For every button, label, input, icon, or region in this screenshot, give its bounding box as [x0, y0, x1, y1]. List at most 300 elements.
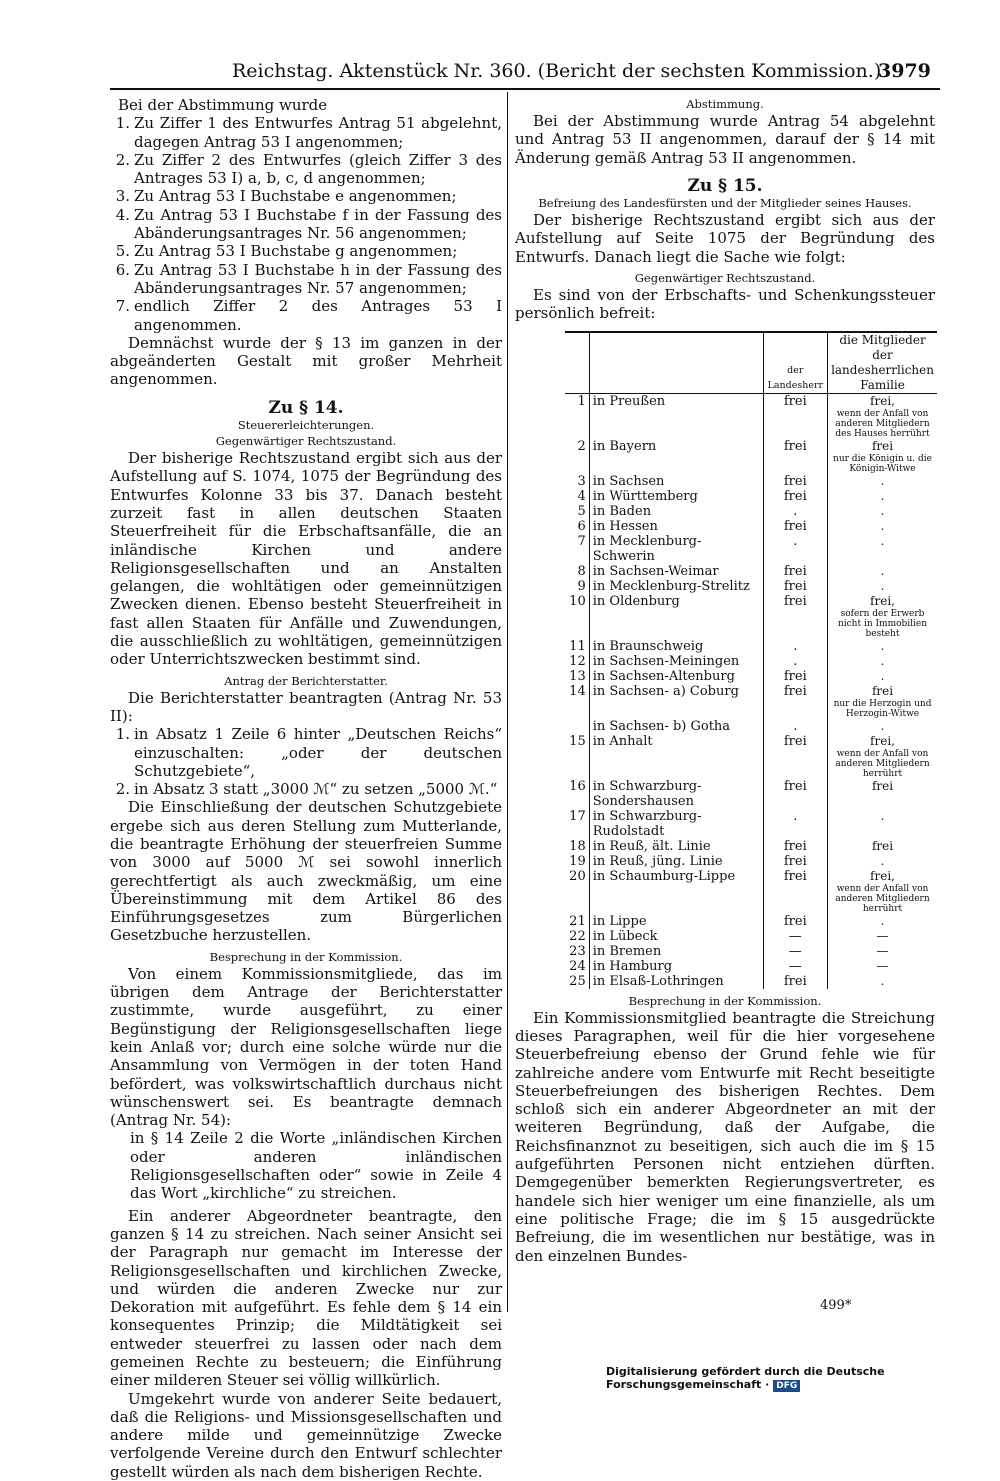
state-name [589, 974, 763, 989]
landesherr-status-text: frei [783, 578, 807, 594]
row-number [565, 639, 589, 654]
col-head-landesherr: der Landesherr [763, 332, 828, 394]
row-number [565, 974, 589, 989]
familie-status-text: . [880, 718, 885, 733]
landesherr-status [763, 854, 828, 869]
row-number-text: 21 [569, 913, 586, 929]
list-item [110, 297, 502, 334]
landesherr-status [763, 914, 828, 929]
landesherr-status [763, 654, 828, 669]
paragraph: Umgekehrt wurde von anderer Seite bedauert, daß die Religions- und Missionsgesellschaften und andere milde und gemeinnützige Zwecke verfolgende Vereine durch den Entwurf schlechter gestellt würden als nach dem bisherigen Rechte. [110, 1389, 502, 1481]
familie-status-text: frei [871, 683, 894, 698]
table-row [565, 439, 937, 474]
landesherr-status-text: . [793, 718, 798, 734]
table-row [565, 669, 937, 684]
section-heading-14: Zu § 14. [268, 397, 344, 418]
row-number-text: 7 [577, 533, 586, 549]
paragraph: Ein Kommissionsmitglied beantragte die Streichung dieses Paragraphen, weil für die hier vorgesehene Steuerbefreiung ebenso der Grund fehle wie für zahlreiche andere vom Entwurfe mit Recht beseitigte Steuerbefreiungen des bisherigen Rechtes. Dem schloß sich ein anderer Abgeordneter an mit der weiteren Begründung, daß der Aufgabe, die Reichsfinanznot zu beseitigen, sich auch die im § 15 aufgeführten Personen nicht entziehen dürften. Demgegenüber bemerkten Regierungsvertreter, es handele sich hier weniger um eine finanzielle, als um eine politische Frage; die im § 15 ausgedrückte Befreiung, die im wesentlichen nur bestätige, was in den einzelnen Bundes- [515, 1008, 935, 1265]
state-name [589, 579, 763, 594]
state-name-text: in Hessen [592, 518, 658, 534]
table-row [565, 944, 937, 959]
vote-list [110, 114, 502, 334]
state-name-text: in Reuß, ält. Linie [592, 838, 711, 854]
landesherr-status [763, 684, 828, 719]
state-name [589, 474, 763, 489]
row-number [565, 944, 589, 959]
row-number-text: 24 [569, 958, 586, 974]
state-name-text: in Lübeck [592, 928, 658, 944]
state-name-text: in Württemberg [592, 488, 698, 504]
table-row [565, 929, 937, 944]
row-number [565, 439, 589, 474]
landesherr-status [763, 839, 828, 854]
item-text: Zu Antrag 53 I Buchstabe f in der Fassung des Abänderungsantrages Nr. 56 angenommen; [134, 205, 502, 243]
familie-status [828, 734, 937, 779]
row-number-text: 20 [569, 868, 586, 884]
exemption-table [565, 331, 937, 989]
row-number [565, 669, 589, 684]
row-number [565, 594, 589, 639]
right-column [515, 96, 935, 1265]
state-name [589, 734, 763, 779]
list-item [110, 261, 502, 298]
table-row [565, 474, 937, 489]
item-number: 2. [115, 780, 130, 799]
state-name [589, 654, 763, 669]
row-number-text: 10 [569, 593, 586, 609]
list-item [110, 206, 502, 243]
item-number: 4. [115, 205, 130, 224]
familie-status [828, 929, 937, 944]
row-number [565, 959, 589, 974]
paragraph: Bei der Abstimmung wurde Antrag 54 abgelehnt und Antrag 53 II angenommen, darauf der § 14 mit Änderung gemäß Antrag 53 II angenommen. [515, 112, 935, 167]
row-number-text: 4 [577, 488, 586, 504]
row-number-text: 15 [569, 733, 586, 749]
state-name [589, 534, 763, 564]
familie-status [828, 719, 937, 734]
quote: in § 14 Zeile 2 die Worte „inländischen Kirchen oder anderen inländischen Religionsgesellschaften oder“ sowie in Zeile 4 das Wort „kirchliche“ zu streichen. [130, 1129, 502, 1203]
table-row [565, 639, 937, 654]
paragraph: Der bisherige Rechtszustand ergibt sich aus der Aufstellung auf S. 1074, 1075 der Begründung des Entwurfes Kolonne 33 bis 37. Danach besteht zurzeit fast in allen deutschen Staaten Steuerfreiheit für die Erbschaftsanfälle, die an inländische Kirchen und andere Religionsgesellschaften und an Anstalten gelangen, die wohltätigen oder gemeinnützigen Zwecken dienen. Ebenso besteht Steuerfreiheit in fast allen Staaten für Anfälle und Zuwendungen, die ausschließlich zu wohltätigen, gemeinnützigen oder Unterrichtszwecken bestimmt sind. [110, 449, 502, 669]
subheading: Besprechung in der Kommission. [209, 949, 403, 964]
row-number-text: 25 [569, 973, 586, 989]
familie-status [828, 809, 937, 839]
state-name [589, 594, 763, 639]
paragraph: Von einem Kommissionsmitgliede, das im übrigen dem Antrage der Berichterstatter zustimmte, wurde ausgeführt, zu einer Begünstigung der Religionsgesellschaften liege kein Anlaß vor; durch eine solche würde nur die Ansammlung von Vermögen in der toten Hand befördert, was volkswirtschaftlich durchaus nicht wünschenswert sei. Es beantragte demnach (Antrag Nr. 54): [110, 964, 502, 1130]
landesherr-status [763, 734, 828, 779]
familie-status [828, 684, 937, 719]
familie-status [828, 639, 937, 654]
familie-status-text: . [880, 653, 885, 668]
state-name-text: in Sachsen [592, 473, 665, 489]
row-number-text: 2 [577, 438, 586, 454]
landesherr-status-text: frei [783, 518, 807, 534]
row-number [565, 779, 589, 809]
familie-status-text: . [880, 638, 885, 653]
table-row [565, 809, 937, 839]
table-row [565, 869, 937, 914]
state-name-text: in Preußen [592, 393, 666, 409]
familie-status [828, 474, 937, 489]
item-number: 1. [115, 725, 130, 744]
familie-status-text: . [880, 578, 885, 593]
familie-status [828, 504, 937, 519]
familie-status-text: . [880, 668, 885, 683]
familie-status [828, 869, 937, 914]
row-number-text: 18 [569, 838, 586, 854]
table-row [565, 654, 937, 669]
subheading: Gegenwärtiger Rechtszustand. [634, 271, 816, 286]
row-number [565, 474, 589, 489]
row-number-text: 8 [577, 563, 586, 579]
state-name-text: in Sachsen- b) Gotha [592, 718, 731, 734]
landesherr-status-text: . [793, 533, 798, 549]
item-number: 7. [115, 297, 130, 316]
item-text: Zu Antrag 53 I Buchstabe h in der Fassung des Abänderungsantrages Nr. 57 angenommen; [134, 260, 502, 297]
state-name [589, 779, 763, 809]
familie-status-text: frei [871, 838, 894, 853]
subheading: Besprechung in der Kommission. [628, 993, 822, 1008]
familie-status [828, 594, 937, 639]
state-name [589, 519, 763, 534]
landesherr-status-text: frei [783, 868, 807, 884]
list-item [110, 114, 502, 151]
state-name [589, 719, 763, 734]
table-row [565, 594, 937, 639]
familie-status [828, 944, 937, 959]
familie-status [828, 393, 937, 439]
landesherr-status-text: frei [783, 683, 807, 699]
state-name-text: in Sachsen-Weimar [592, 563, 719, 579]
row-number [565, 564, 589, 579]
landesherr-status [763, 579, 828, 594]
header-rule [110, 88, 940, 90]
item-text: Zu Ziffer 1 des Entwurfes Antrag 51 abgelehnt, dagegen Antrag 53 I angenommen; [134, 114, 502, 151]
state-name-text: in Mecklenburg-Schwerin [592, 533, 702, 564]
landesherr-status [763, 504, 828, 519]
familie-status-text: . [880, 853, 885, 868]
familie-status-text: frei, [870, 733, 895, 748]
row-number [565, 654, 589, 669]
list-item [110, 780, 502, 798]
familie-status-text: — [876, 928, 889, 943]
landesherr-status [763, 474, 828, 489]
landesherr-status-text: frei [783, 838, 807, 854]
row-number [565, 839, 589, 854]
row-number-text: 5 [577, 503, 586, 519]
column-divider [507, 92, 508, 1312]
landesherr-status [763, 534, 828, 564]
landesherr-status-text: frei [783, 488, 807, 504]
state-name-text: in Sachsen- a) Coburg [592, 683, 739, 699]
running-title: Reichstag. Aktenstück Nr. 360. (Bericht der sechsten Kommission.) [232, 60, 882, 82]
state-name [589, 959, 763, 974]
familie-status [828, 854, 937, 869]
state-name-text: in Schwarzburg-Rudolstadt [592, 808, 702, 839]
state-name [589, 684, 763, 719]
familie-status [828, 489, 937, 504]
row-number [565, 734, 589, 779]
landesherr-status [763, 779, 828, 809]
landesherr-status-text: frei [783, 733, 807, 749]
state-name-text: in Bremen [592, 943, 662, 959]
table-row [565, 839, 937, 854]
state-name [589, 869, 763, 914]
landesherr-status-text: . [793, 503, 798, 519]
state-name [589, 944, 763, 959]
state-name [589, 504, 763, 519]
landesherr-status [763, 959, 828, 974]
state-name [589, 393, 763, 439]
state-name-text: in Elsaß-Lothringen [592, 973, 724, 989]
family-note: nur die Königin u. die Königin-Witwe [833, 453, 932, 474]
subheading: Antrag der Berichterstatter. [224, 673, 388, 688]
landesherr-status-text: frei [783, 563, 807, 579]
landesherr-status-text: frei [783, 393, 807, 409]
item-number: 1. [115, 114, 130, 133]
landesherr-status-text: — [788, 928, 802, 944]
row-number [565, 579, 589, 594]
row-number [565, 719, 589, 734]
familie-status [828, 914, 937, 929]
paragraph: Die Berichterstatter beantragten (Antrag Nr. 53 II): [110, 688, 502, 725]
familie-status-text: frei, [870, 868, 895, 883]
landesherr-status-text: . [793, 638, 798, 654]
landesherr-status [763, 594, 828, 639]
row-number-text: 22 [569, 928, 586, 944]
landesherr-status [763, 564, 828, 579]
list-item [110, 242, 502, 260]
landesherr-status [763, 869, 828, 914]
table-row [565, 974, 937, 989]
paragraph: Ein anderer Abgeordneter beantragte, den ganzen § 14 zu streichen. Nach seiner Ansicht sei der Paragraph nur gemacht im Interesse der Religionsgesellschaften und kirchlichen Zwecke, und würden die anderen Zwecke nur zur Dekoration mit aufgeführt. Es fehle dem § 14 ein konsequentes Prinzip; die Mildtätigkeit sei entweder steuerfrei zu lassen oder nach dem gemeinen Rechte zu besteuern; die Einführung einer milderen Steuer sei völlig willkürlich. [110, 1206, 502, 1390]
familie-status [828, 439, 937, 474]
state-name-text: in Anhalt [592, 733, 653, 749]
landesherr-status [763, 519, 828, 534]
row-number-text: 6 [577, 518, 586, 534]
table-row [565, 684, 937, 719]
state-name-text: in Mecklenburg-Strelitz [592, 578, 750, 594]
list-item [110, 151, 502, 188]
row-number-text: 1 [577, 393, 586, 409]
family-note: wenn der Anfall von anderen Mitgliedern herrührt [835, 883, 930, 914]
row-number [565, 504, 589, 519]
familie-status [828, 669, 937, 684]
landesherr-status [763, 639, 828, 654]
landesherr-status-text: . [793, 808, 798, 824]
state-name-text: in Schwarzburg-Sondershausen [592, 778, 702, 809]
landesherr-status-text: frei [783, 668, 807, 684]
landesherr-status [763, 944, 828, 959]
table-header [565, 332, 937, 394]
vote-intro: Bei der Abstimmung wurde [118, 96, 328, 114]
familie-status [828, 839, 937, 854]
col-head-familie: die Mitglieder der landesherrlichen Familie [828, 332, 937, 394]
table-row [565, 734, 937, 779]
row-number [565, 393, 589, 439]
landesherr-status-text: frei [783, 973, 807, 989]
list-item [110, 187, 502, 205]
state-name-text: in Baden [592, 503, 652, 519]
familie-status-text: — [876, 958, 889, 973]
familie-status-text: . [880, 808, 885, 823]
state-name-text: in Sachsen-Altenburg [592, 668, 735, 684]
row-number-text: 23 [569, 943, 586, 959]
row-number [565, 534, 589, 564]
table-row [565, 579, 937, 594]
paragraph: Demnächst wurde der § 13 im ganzen in der abgeänderten Gestalt mit großer Mehrheit angenommen. [110, 333, 502, 389]
state-name [589, 564, 763, 579]
familie-status [828, 519, 937, 534]
landesherr-status [763, 439, 828, 474]
family-note: nur die Herzogin und Herzogin-Witwe [833, 698, 932, 719]
familie-status [828, 654, 937, 669]
familie-status-text: . [880, 533, 885, 548]
familie-status [828, 974, 937, 989]
table-row [565, 854, 937, 869]
row-number [565, 809, 589, 839]
row-number-text: 16 [569, 778, 586, 794]
table-row [565, 504, 937, 519]
table-row [565, 914, 937, 929]
familie-status-text: . [880, 913, 885, 928]
row-number-text: 14 [569, 683, 586, 699]
landesherr-status-text: frei [783, 913, 807, 929]
footer-text: Digitalisierung gefördert durch die Deutsche Forschungsgemeinschaft · [606, 1365, 885, 1391]
state-name [589, 439, 763, 474]
table-row [565, 779, 937, 809]
landesherr-status [763, 719, 828, 734]
landesherr-status [763, 809, 828, 839]
item-text: Zu Antrag 53 I Buchstabe e angenommen; [134, 187, 457, 206]
landesherr-status-text: — [788, 943, 802, 959]
landesherr-status-text: frei [783, 473, 807, 489]
landesherr-status-text: frei [783, 593, 807, 609]
state-name-text: in Oldenburg [592, 593, 680, 609]
familie-status-text: frei, [870, 393, 895, 408]
familie-status-text: . [880, 563, 885, 578]
item-number: 6. [115, 260, 130, 279]
page-number: 3979 [878, 60, 931, 82]
item-number: 2. [115, 150, 130, 169]
landesherr-status [763, 489, 828, 504]
landesherr-status-text: — [788, 958, 802, 974]
row-number-text: 3 [577, 473, 586, 489]
state-name-text: in Braunschweig [592, 638, 704, 654]
familie-status [828, 534, 937, 564]
familie-status-text: frei, [870, 593, 895, 608]
state-name-text: in Sachsen-Meiningen [592, 653, 740, 669]
left-column [110, 96, 502, 1481]
state-name-text: in Hamburg [592, 958, 673, 974]
item-text: in Absatz 3 statt „3000 ℳ“ zu setzen „5000 ℳ.“ [134, 780, 498, 799]
dfg-logo: DFG [773, 1380, 800, 1392]
state-name [589, 489, 763, 504]
landesherr-status [763, 669, 828, 684]
row-number [565, 519, 589, 534]
landesherr-status-text: . [793, 653, 798, 669]
row-number [565, 684, 589, 719]
table-row [565, 719, 937, 734]
table-row [565, 489, 937, 504]
landesherr-status [763, 393, 828, 439]
state-name [589, 809, 763, 839]
familie-status [828, 959, 937, 974]
table-row [565, 519, 937, 534]
family-note: wenn der Anfall von anderen Mitgliedern herrührt [835, 748, 930, 779]
signature-mark: 499* [820, 1298, 852, 1313]
familie-status-text: . [880, 973, 885, 988]
row-number [565, 869, 589, 914]
family-note: sofern der Erwerb nicht in Immobilien besteht [837, 608, 928, 639]
familie-status-text: — [876, 943, 889, 958]
row-number-text: 9 [577, 578, 586, 594]
familie-status [828, 564, 937, 579]
row-number-text: 17 [569, 808, 586, 824]
state-name-text: in Bayern [592, 438, 657, 454]
row-number-text: 12 [569, 653, 586, 669]
footer-credit [606, 1365, 1000, 1392]
familie-status-text: . [880, 488, 885, 503]
row-number-text: 13 [569, 668, 586, 684]
row-number [565, 914, 589, 929]
paragraph: Der bisherige Rechtszustand ergibt sich aus der Aufstellung auf Seite 1075 der Begründung des Entwurfs. Danach liegt die Sache wie folgt: [515, 211, 935, 266]
row-number-text: 19 [569, 853, 586, 869]
table-row [565, 534, 937, 564]
paragraph: Es sind von der Erbschafts- und Schenkungssteuer persönlich befreit: [515, 286, 935, 323]
state-name-text: in Reuß, jüng. Linie [592, 853, 723, 869]
familie-status [828, 579, 937, 594]
paragraph: Die Einschließung der deutschen Schutzgebiete ergebe sich aus deren Stellung zum Mutterlande, die beantragte Erhöhung der steuerfreien Summe von 3000 auf 5000 ℳ sei sowohl innerlich gerechtfertigt als auch zweckmäßig, um eine Übereinstimmung mit dem Artikel 86 des Einführungsgesetzes zum Bürgerlichen Gesetzbuche herzustellen. [110, 798, 502, 945]
item-number: 3. [115, 187, 130, 206]
state-name [589, 929, 763, 944]
section-heading-15: Zu § 15. [687, 175, 763, 196]
antrag-list [110, 725, 502, 798]
subheading: Abstimmung. [686, 97, 764, 111]
table-row [565, 959, 937, 974]
state-name [589, 669, 763, 684]
landesherr-status-text: frei [783, 853, 807, 869]
state-name [589, 839, 763, 854]
row-number [565, 489, 589, 504]
item-text: endlich Ziffer 2 des Antrages 53 I angenommen. [134, 297, 502, 334]
landesherr-status-text: frei [783, 438, 807, 454]
subheading: Gegenwärtiger Rechtszustand. [215, 434, 397, 449]
landesherr-status [763, 929, 828, 944]
subheading: Steuererleichterungen. [237, 418, 375, 433]
subheading: Befreiung des Landesfürsten und der Mitglieder seines Hauses. [538, 196, 912, 211]
item-text: in Absatz 1 Zeile 6 hinter „Deutschen Reichs“ einzuschalten: „oder der deutschen Schutzgebiete“, [134, 725, 502, 780]
list-item [110, 725, 502, 780]
table-row [565, 393, 937, 439]
item-text: Zu Antrag 53 I Buchstabe g angenommen; [134, 242, 458, 261]
familie-status [828, 779, 937, 809]
item-number: 5. [115, 242, 130, 261]
familie-status-text: . [880, 503, 885, 518]
row-number [565, 854, 589, 869]
row-number [565, 929, 589, 944]
state-name [589, 914, 763, 929]
familie-status-text: . [880, 473, 885, 488]
table-row [565, 564, 937, 579]
row-number-text: 11 [569, 638, 586, 654]
page-header [0, 0, 1000, 104]
familie-status-text: . [880, 518, 885, 533]
state-name [589, 854, 763, 869]
familie-status-text: frei [871, 438, 894, 453]
landesherr-status [763, 974, 828, 989]
item-text: Zu Ziffer 2 des Entwurfes (gleich Ziffer 3 des Antrages 53 I) a, b, c, d angenommen; [134, 150, 502, 188]
